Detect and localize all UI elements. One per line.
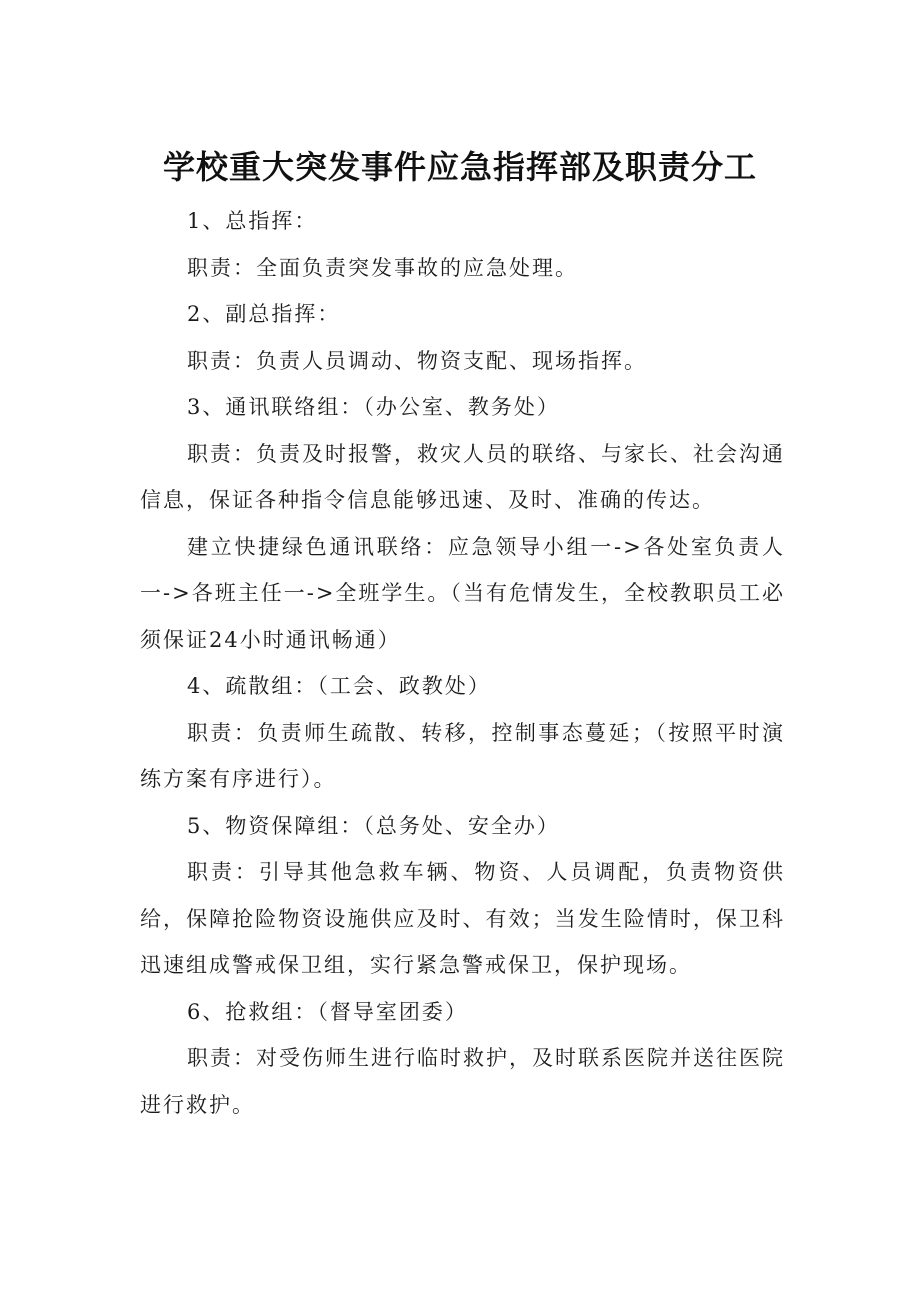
duty-evacuation-group: 职责：负责师生疏散、转移，控制事态蔓延；（按照平时演练方案有序进行）。	[140, 720, 785, 791]
duty-commander: 职责：全面负责突发事故的应急处理。	[187, 255, 578, 280]
section-heading-communication-group: 3、通讯联络组：（办公室、教务处）	[187, 395, 560, 419]
document-title: 学校重大突发事件应急指挥部及职责分工	[162, 148, 757, 187]
section-heading-evacuation-group: 4、疏散组：（工会、政教处）	[187, 674, 491, 698]
section-heading-commander: 1、总指挥：	[187, 209, 318, 233]
section-heading-rescue-group: 6、抢救组：（督导室团委）	[187, 999, 468, 1024]
section-heading-deputy-commander: 2、副总指挥：	[187, 302, 341, 326]
duty-rescue-group: 职责：对受伤师生进行临时救护，及时联系医院并送往医院进行救护。	[140, 1046, 785, 1117]
duty-communication-group: 职责：负责及时报警，救灾人员的联络、与家长、社会沟通信息，保证各种指令信息能够迅速、及时、准确的传达。	[140, 441, 785, 512]
section-heading-supply-group: 5、物资保障组：（总务处、安全办）	[187, 813, 560, 838]
communication-chain-note: 建立快捷绿色通讯联络：应急领导小组一->各处室负责人一->各班主任一->全班学生。（当有危情发生，全校教职员工必须保证24小时通讯畅通）	[140, 534, 785, 652]
duty-supply-group: 职责：引导其他急救车辆、物资、人员调配，负责物资供给，保障抢险物资设施供应及时、有效；当发生险情时，保卫科迅速组成警戒保卫组，实行紧急警戒保卫，保护现场。	[140, 860, 785, 977]
document-body	[140, 198, 785, 1128]
duty-deputy-commander: 职责：负责人员调动、物资支配、现场指挥。	[187, 348, 647, 373]
